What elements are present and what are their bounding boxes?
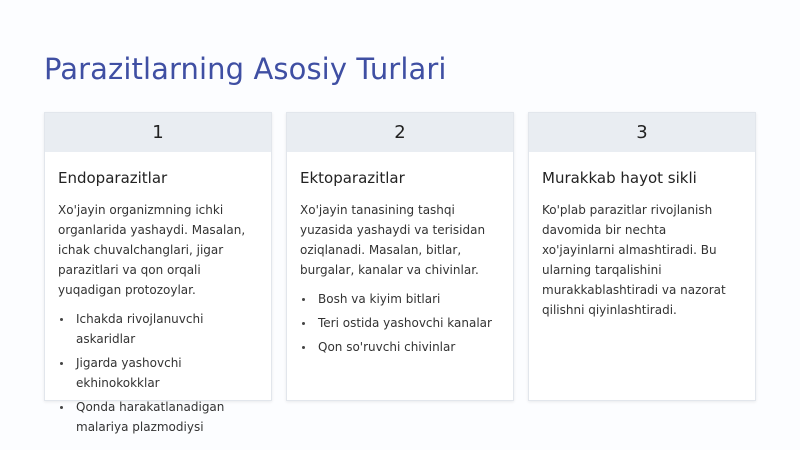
list-item-text: Teri ostida yashovchi kanalar xyxy=(318,316,492,330)
card-description: Ko'plab parazitlar rivojlanish davomida bir nechta xo'jayinlarni almashtiradi. Bu ularning tarqalishini murakkablashtiradi va nazorat qilishni qiyinlashtiradi. xyxy=(542,203,726,317)
card-body xyxy=(287,152,513,357)
card-complex-life-cycle xyxy=(528,112,756,401)
bullet-icon xyxy=(302,298,305,301)
card-description: Xo'jayin organizmning ichki organlarida yashaydi. Masalan, ichak chuvalchanglari, jigar parazitlari va qon orqali yuqadigan protozoylar. xyxy=(58,203,246,297)
bullet-list xyxy=(58,309,258,437)
card-endoparasites xyxy=(44,112,272,434)
bullet-icon xyxy=(302,346,305,349)
card-title: Endoparazitlar xyxy=(58,169,168,187)
list-item-text: Jigarda yashovchi ekhinokokklar xyxy=(76,356,182,390)
list-item xyxy=(58,309,258,349)
list-item-text: Ichakda rivojlanuvchi askaridlar xyxy=(76,312,204,346)
card-ectoparasites xyxy=(286,112,514,401)
bullet-icon xyxy=(60,406,63,409)
bullet-icon xyxy=(302,322,305,325)
card-number: 2 xyxy=(287,113,513,152)
card-number: 1 xyxy=(45,113,271,152)
card-body xyxy=(529,152,755,320)
card-description: Xo'jayin tanasining tashqi yuzasida yashaydi va terisidan oziqlanadi. Masalan, bitlar, burgalar, kanalar va chivinlar. xyxy=(300,203,486,277)
card-title: Ektoparazitlar xyxy=(300,169,405,187)
bullet-list xyxy=(300,289,500,357)
list-item-text: Bosh va kiyim bitlari xyxy=(318,292,441,306)
list-item xyxy=(300,337,500,357)
bullet-icon xyxy=(60,362,63,365)
card-number: 3 xyxy=(529,113,755,152)
slide-title: Parazitlarning Asosiy Turlari xyxy=(44,52,447,86)
cards-row xyxy=(44,112,757,434)
list-item-text: Qon so'ruvchi chivinlar xyxy=(318,340,456,354)
list-item xyxy=(300,289,500,309)
list-item xyxy=(58,397,258,437)
card-title: Murakkab hayot sikli xyxy=(542,169,697,187)
list-item-text: Qonda harakatlanadigan malariya plazmodiysi xyxy=(76,400,225,434)
card-body xyxy=(45,152,271,437)
list-item xyxy=(300,313,500,333)
list-item xyxy=(58,353,258,393)
bullet-icon xyxy=(60,318,63,321)
